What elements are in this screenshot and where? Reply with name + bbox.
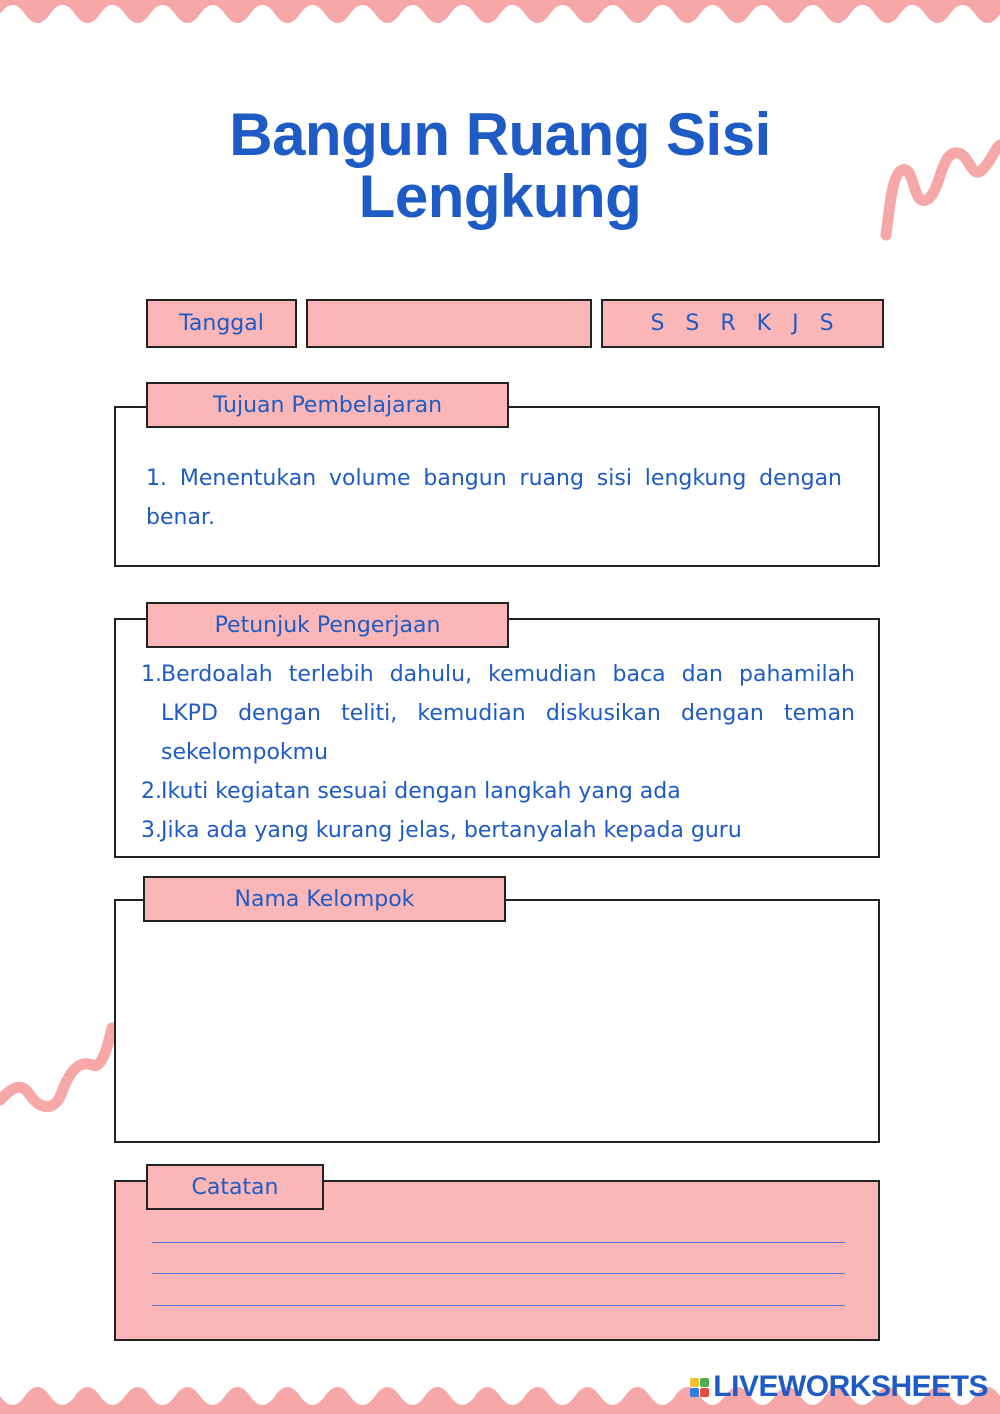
date-input-field[interactable] (306, 299, 592, 348)
top-wave-border (0, 0, 1000, 40)
title-line-2: Lengkung (358, 163, 642, 230)
tujuan-tab (146, 382, 509, 428)
date-label: Tanggal (179, 311, 264, 336)
list-item-text: Berdoalah terlebih dahulu, kemudian baca dan pahamilah LKPD dengan teliti, kemudian diskusikan dengan teman sekelompokmu (161, 662, 855, 765)
list-item (141, 772, 855, 811)
kelompok-input-area[interactable] (114, 899, 880, 1143)
liveworksheets-logo-icon (690, 1378, 709, 1397)
petunjuk-list (141, 655, 855, 850)
catatan-label: Catatan (191, 1174, 279, 1200)
kelompok-label: Nama Kelompok (234, 886, 415, 912)
catatan-line-3 (152, 1305, 845, 1306)
date-label-cell (146, 299, 297, 348)
list-item (141, 655, 855, 772)
tujuan-label: Tujuan Pembelajaran (212, 392, 443, 418)
title-line-1: Bangun Ruang Sisi (229, 101, 771, 168)
list-item-number: 3. (141, 818, 162, 843)
code-cell (601, 299, 884, 348)
catatan-tab (146, 1164, 324, 1210)
code-text: S S R K J S (650, 311, 835, 336)
catatan-line-1 (152, 1242, 845, 1243)
list-item (141, 811, 855, 850)
logo-text: LIVEWORKSHEETS (713, 1370, 988, 1403)
kelompok-tab (143, 876, 506, 922)
list-item-text: Ikuti kegiatan sesuai dengan langkah yang ada (161, 779, 681, 804)
page-title (0, 101, 1000, 230)
tujuan-text: 1. Menentukan volume bangun ruang sisi lengkung dengan benar. (146, 466, 842, 530)
list-item-text: Jika ada yang kurang jelas, bertanyalah kepada guru (161, 818, 742, 843)
catatan-line-2 (152, 1273, 845, 1274)
list-item-number: 1. (141, 662, 162, 687)
list-item-number: 2. (141, 779, 162, 804)
petunjuk-tab (146, 602, 509, 648)
liveworksheets-logo[interactable] (690, 1370, 988, 1404)
petunjuk-label: Petunjuk Pengerjaan (214, 612, 441, 638)
squiggle-decoration-left (0, 1020, 115, 1140)
